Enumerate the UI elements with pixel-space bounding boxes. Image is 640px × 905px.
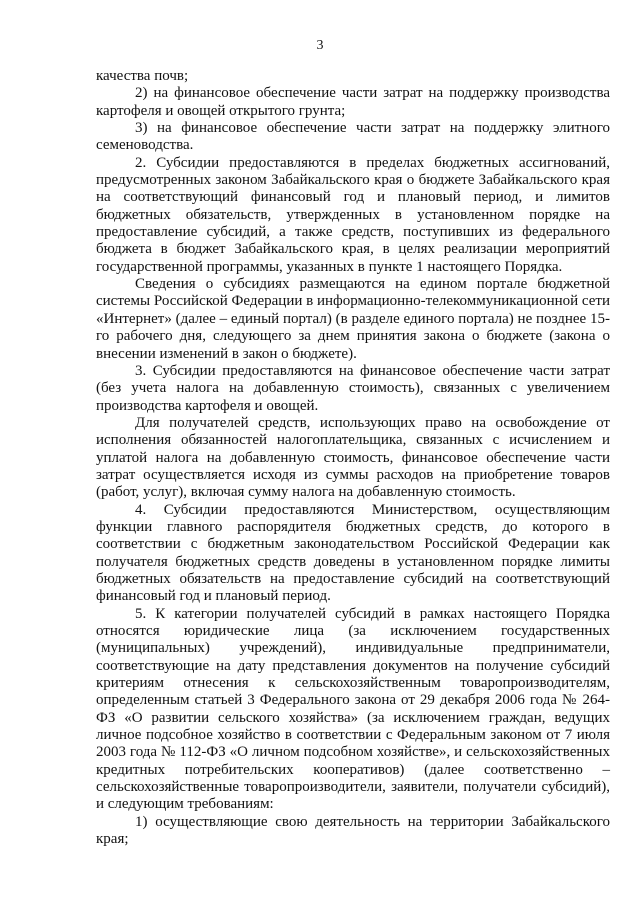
paragraph-continuation: качества почв;: [96, 68, 189, 84]
paragraph-clause-5: 5. К категории получателей субсидий в рамках настоящего Порядка относятся юридические лица (за исключением государственных (муниципальных) учреждений), индивидуальные предприниматели, соответствующие на дату представления документов на получение субсидий критериям отнесения к сельскохозяйственным товаропроизводителям, определенным статьей 3 Федерального закона от 29 декабря 2006 года № 264-ФЗ «О развитии сельского хозяйства» (за исключением граждан, ведущих личное подсобное хозяйство в соответствии с Федеральным законом от 7 июля 2003 года № 112-ФЗ «О личном подсобном хозяйстве», и сельскохозяйственных кредитных потребительских кооперативов) (далее соответственно – сельскохозяйственные товаропроизводители, заявители, получатели субсидий), и следующим требованиям:: [96, 605, 610, 813]
paragraph-portal-info: Сведения о субсидиях размещаются на едином портале бюджетной системы Российской Федерации в информационно-телекоммуникационной сети «Интернет» (далее – единый портал) (в разделе единого портала) не позднее 15-го рабочего дня, следующего за днем принятия закона о бюджете (закона о внесении изменений в закон о бюджете).: [96, 276, 610, 362]
paragraph-clause-4: 4. Субсидии предоставляются Министерством, осуществляющим функции главного распорядителя бюджетных средств, до которого в соответствии с бюджетным законодательством Российской Федерации как получателя бюджетных средств доведены в установленном порядке лимиты бюджетных обязательств на предоставление субсидий на соответствующий финансовый год и плановый период.: [96, 501, 610, 605]
page-number: 3: [316, 38, 324, 53]
document-body: [96, 68, 610, 848]
paragraph-requirement-1: 1) осуществляющие свою деятельность на территории Забайкальского края;: [96, 813, 610, 848]
paragraph-subitem-3: 3) на финансовое обеспечение части затрат на поддержку элитного семеноводства.: [96, 120, 610, 154]
paragraph-clause-3: 3. Субсидии предоставляются на финансовое обеспечение части затрат (без учета налога на добавленную стоимость), связанных с увеличением производства картофеля и овощей.: [96, 362, 610, 414]
paragraph-subitem-2: 2) на финансовое обеспечение части затрат на поддержку производства картофеля и овощей открытого грунта;: [96, 85, 610, 119]
paragraph-vat-exemption: Для получателей средств, использующих право на освобождение от исполнения обязанностей налогоплательщика, связанных с исчислением и уплатой налога на добавленную стоимость, финансовое обеспечение части затрат осуществляется исходя из суммы расходов на приобретение товаров (работ, услуг), включая сумму налога на добавленную стоимость.: [96, 414, 610, 501]
paragraph-clause-2: 2. Субсидии предоставляются в пределах бюджетных ассигнований, предусмотренных законом Забайкальского края о бюджете Забайкальского края на соответствующий финансовый год и плановый период, и лимитов бюджетных обязательств, утвержденных в установленном порядке на предоставление субсидий, а также средств, поступивших из федерального бюджета в бюджет Забайкальского края, в целях реализации мероприятий государственной программы, указанных в пункте 1 настоящего Порядка.: [96, 154, 610, 275]
